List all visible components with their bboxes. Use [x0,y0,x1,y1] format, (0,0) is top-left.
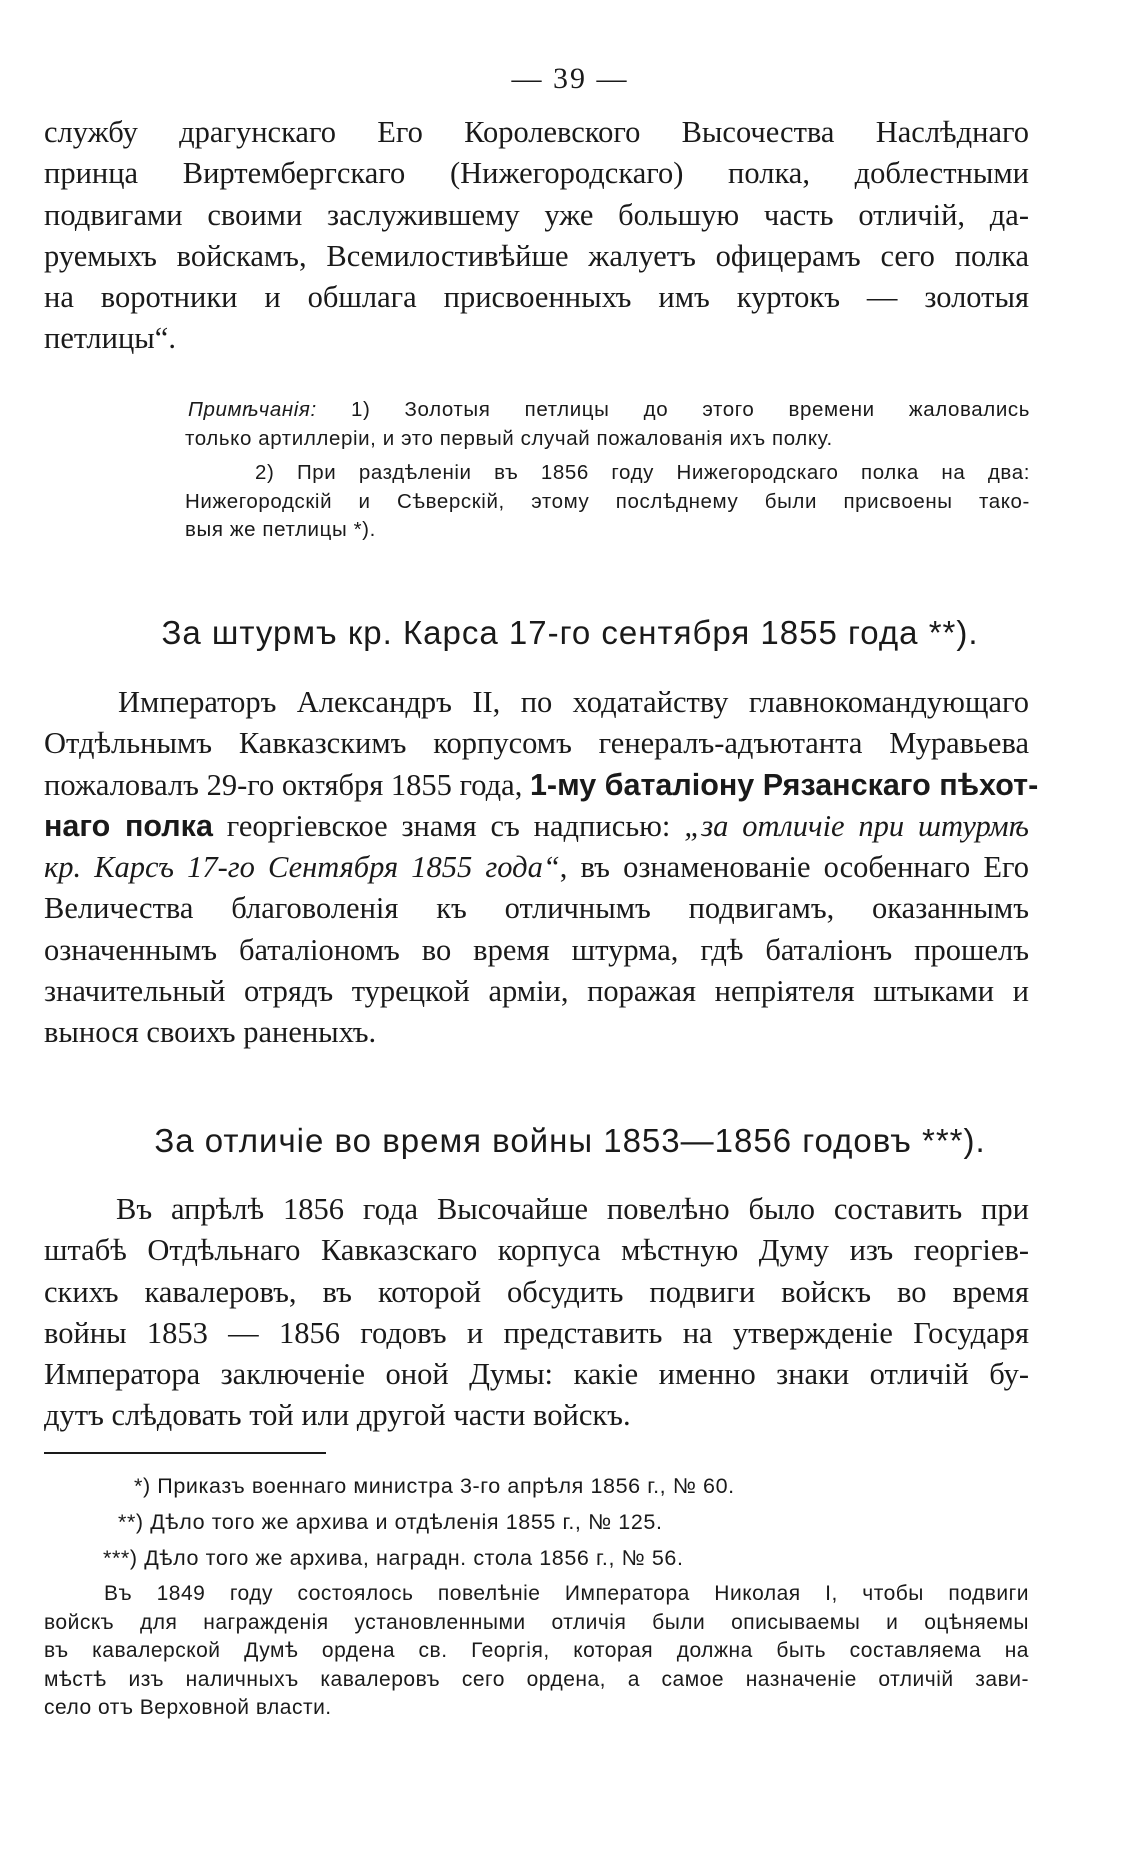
text-line: Императоръ Александръ II, по ходатайству главнокомандующаго [118,685,1029,719]
intro-paragraph [44,112,1029,360]
text-line: войны 1853 — 1856 годовъ и представить на утвержденіе Государя [44,1315,1029,1350]
text-line: принца Виртембергскаго (Нижегородскаго) полка, доблестными [44,156,1029,191]
text-line: Отдѣльнымъ Кавказскимъ корпусомъ генералъ-адъютанта Муравьева [44,726,1029,761]
footnote-line: войскъ для награжденія установленными отличія были описываемы и оцѣняемы [44,1610,1029,1634]
text-line: кр. Карсъ 17-го Сентября 1855 года“, въ ознаменованіе особеннаго Его [44,850,1029,885]
footnote-3: ***) Дѣло того же архива, наградн. стола 1856 г., № 56. [103,1546,684,1570]
text-line: штабѣ Отдѣльнаго Кавказскаго корпуса мѣстную Думу изъ георгіев- [44,1233,1029,1268]
text-line: подвигами своими заслужившему уже большую часть отличій, да- [44,197,1029,232]
footnote-line: Въ 1849 году состоялось повелѣніе Императора Николая I, чтобы подвиги [104,1582,1029,1605]
text-line: пожаловалъ 29-го октября 1855 года, 1-му баталіону Рязанскаго пѣхот- [44,767,1039,802]
section-heading-kars: За штурмъ кр. Карса 17-го сентября 1855 года **). [161,614,979,651]
text-line: наго полка георгіевское знамя съ надписью: „за отличіе при штурмѣ [44,808,1029,843]
footnote-1: *) Приказъ военнаго министра 3-го апрѣля 1856 г., № 60. [134,1474,735,1498]
note1-line2: только артиллеріи, и это первый случай пожалованія ихъ полку. [185,427,833,450]
footnote-line: мѣстѣ изъ наличныхъ кавалеровъ сего ордена, а самое назначеніе отличій зави- [44,1667,1029,1691]
text-line: дутъ слѣдовать той или другой части войскъ. [44,1398,631,1433]
notes-block-2 [185,425,1030,454]
section1-paragraph [44,682,1039,1054]
footnote-line: въ кавалерской Думѣ ордена св. Георгія, которая должна быть составляема на [44,1639,1029,1662]
text-line: руемыхъ войскамъ, Всемилостивѣйше жалуетъ офицерамъ сего полка [44,238,1029,273]
footnote-line: село отъ Верховной власти. [44,1696,332,1719]
section2-paragraph [44,1189,1029,1437]
text-line: значительный отрядъ турецкой арміи, поражая непріятеля штыками и [44,974,1029,1009]
section-heading-war: За отличіе во время войны 1853—1856 годовъ ***). [154,1122,986,1159]
notes-block [188,396,1030,425]
text-line: скихъ кавалеровъ, въ которой обсудить подвиги войскъ во время [44,1274,1029,1309]
footnote-divider [44,1452,326,1454]
notes-label: Примѣчанія: [188,398,317,421]
footnote-3-continuation [44,1580,1029,1723]
text-line: на воротники и обшлага присвоенныхъ имъ куртокъ — золотыя [44,280,1029,315]
text-line: Величества благоволенія къ отличнымъ подвигамъ, оказаннымъ [44,891,1029,926]
note2-line: выя же петлицы *). [185,518,376,541]
note2-line: 2) При раздѣленіи въ 1856 году Нижегородскаго полка на два: [255,461,1030,484]
note2-block [185,459,1030,545]
page-number: — 39 — [511,62,629,95]
text-line: означеннымъ баталіономъ во время штурма, гдѣ баталіонъ прошелъ [44,932,1029,967]
text-line: службу драгунскаго Его Королевского Высочества Наслѣднаго [44,115,1029,149]
text-line: Императора заключеніе оной Думы: какіе именно знаки отличій бу- [44,1357,1029,1392]
note2-line: Нижегородскій и Сѣверскій, этому послѣднему были присвоены тако- [185,489,1030,513]
text-line: петлицы“. [44,321,176,356]
text-line: Въ апрѣлѣ 1856 года Высочайше повелѣно было составить при [116,1192,1029,1226]
text-line: вынося своихъ раненыхъ. [44,1015,377,1050]
footnote-2: **) Дѣло того же архива и отдѣленія 1855 г., № 125. [118,1510,663,1534]
note1-line1: Примѣчанія: 1) Золотыя петлицы до этого времени жаловались [188,398,1030,421]
